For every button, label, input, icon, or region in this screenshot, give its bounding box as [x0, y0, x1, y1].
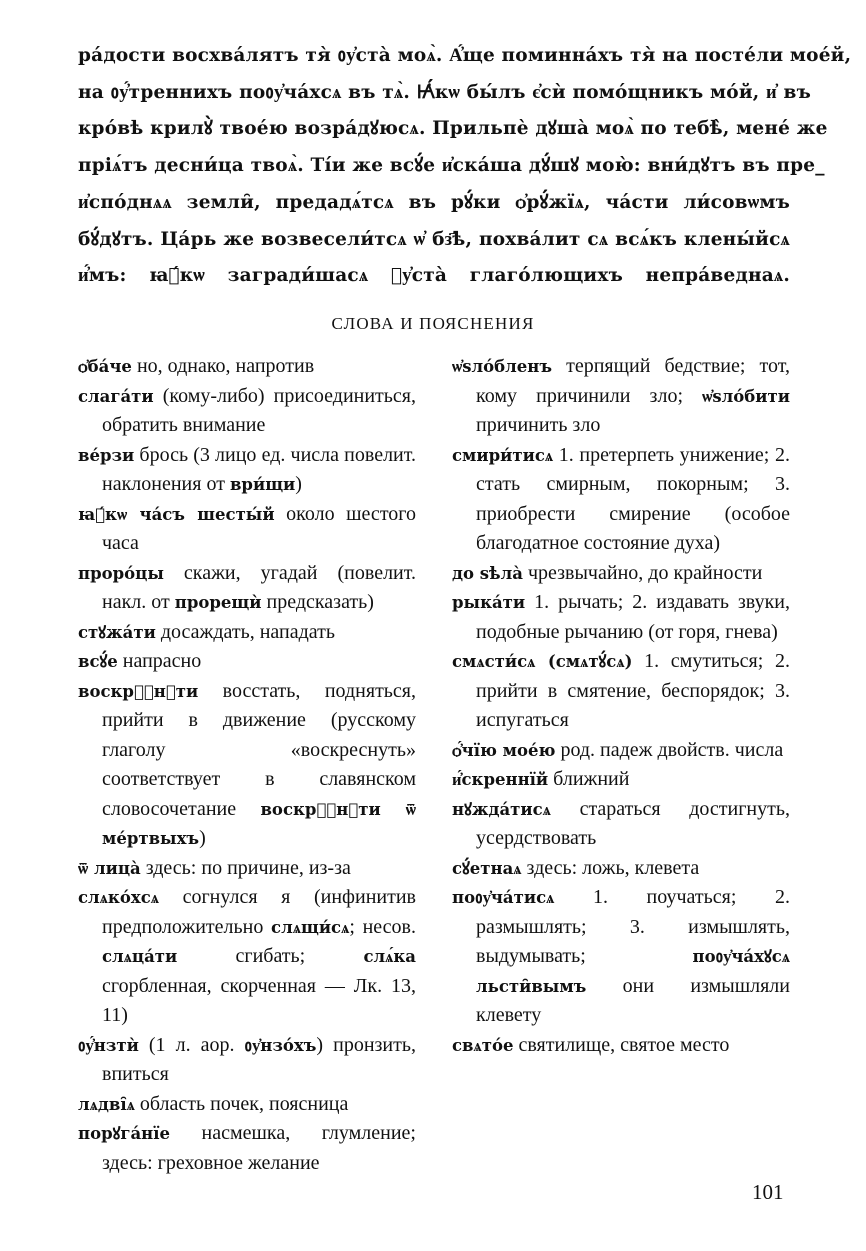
section-title: СЛОВА И ПОЯСНЕНИЯ: [331, 314, 535, 333]
glossary-entry: [78, 618, 416, 648]
slavonic-word: ври́щи: [229, 475, 296, 494]
slavonic-word: слѧ́ка: [363, 947, 416, 966]
glossary-headword: смѧсти́сѧ (смѧтꙋ́сѧ): [452, 652, 633, 671]
glossary-headword: ᲂу҆́нзтѝ: [78, 1035, 139, 1055]
glossary-entry: [78, 500, 416, 559]
slavonic-word: слѧца́ти: [102, 947, 178, 966]
slavonic-line: на ᲂу҆́треннихъ поᲂу҆ча́хсѧ въ тѧ̀. Ꙗ҆́кѡ бы́лъ є҆сѝ помо́щникъ мо́й, и҆ въ: [78, 81, 811, 103]
glossary-entry: [452, 765, 790, 795]
glossary-entry: [78, 883, 416, 1031]
glossary-headword: ѡ҆ѕло́бленъ: [452, 357, 553, 376]
definition-text: ближний: [548, 768, 630, 790]
slavonic-line: и҆́мъ: ꙗ҆́кѡ загради́шасѧ ᲂу҆ста̀ глаго́лющихъ непра́веднаѧ.: [78, 265, 790, 287]
definition-text: 1. рычать; 2. издавать звуки, подобные рычанию (от горя, гнева): [476, 591, 790, 643]
definition-text: здесь: ложь, клевета: [521, 856, 700, 879]
glossary-entry: [78, 352, 416, 382]
glossary-headword: ѻ҆́чїю мое́ю: [452, 740, 556, 760]
definition-text: ): [295, 473, 302, 495]
glossary-entry: [452, 883, 790, 1031]
glossary-entry: [452, 647, 790, 736]
definition-text: 1. поучаться; 2. размышлять; 3. измышлять, выдумывать;: [476, 886, 790, 967]
slavonic-line: и҆спо́днѧѧ земли̑, предадѧ́тсѧ въ рꙋ́ки ѻ҆рꙋ́жїѧ, ча́сти ли́совѡмъ: [78, 191, 790, 213]
slavonic-word: прорещѝ: [174, 593, 262, 612]
slavonic-word: ѡ҆ѕло́бити: [702, 386, 790, 406]
definition-text: 1. смутиться; 2. прийти в смятение, беспорядок; 3. испугаться: [476, 650, 790, 731]
glossary-entry: [452, 1031, 790, 1061]
definition-text: здесь: по причине, из-за: [140, 856, 351, 879]
definition-text: ; несов.: [349, 915, 416, 938]
definition-text: скажи, угадай (повелит. накл. от: [102, 561, 416, 613]
glossary-entry: [78, 382, 416, 441]
definition-text: область почек, поясница: [134, 1092, 349, 1115]
glossary-headword: ꙗ҆́кѡ ча́съ шесты́й: [78, 504, 275, 524]
slavonic-line: пріѧ́тъ десни́ца твоѧ̀. Ті́и же всꙋ́е и҆ска́ша дꙋ́шꙋ мою̀: вни́дꙋтъ въ пре_: [78, 155, 825, 177]
glossary-entry: [452, 795, 790, 854]
definition-text: причинить зло: [476, 414, 601, 436]
definition-text: насмешка, глумление; здесь: греховное желание: [102, 1122, 416, 1174]
glossary-entry: [452, 854, 790, 884]
glossary-headword: порꙋга́нїе: [78, 1124, 171, 1143]
glossary-column-left: [78, 352, 416, 1178]
slavonic-line: кро́вѣ крилꙋ̀ твое́ю возра́дꙋюсѧ. Прильпѐ дꙋша̀ моѧ̀ по тебѣ̀, мене́ же: [78, 118, 828, 140]
glossary-column-right: [452, 352, 790, 1060]
glossary-headword: лѧдві̑ѧ: [78, 1094, 135, 1114]
glossary-entry: [78, 1031, 416, 1090]
definition-text: сгорбленная, скорченная — Лк. 13, 11): [102, 974, 416, 1026]
slavonic-word: слѧщи́сѧ: [271, 917, 350, 937]
glossary-entry: [78, 1119, 416, 1178]
definition-text: досаждать, нападать: [155, 620, 336, 643]
definition-text: стараться достигнуть, усердствовать: [476, 797, 790, 849]
glossary-headword: свѧто́е: [452, 1035, 514, 1055]
glossary-headword: проро́цы: [78, 563, 164, 583]
definition-text: (1 л. аор.: [138, 1033, 245, 1056]
glossary-headword: сꙋ́етнаѧ: [452, 858, 522, 878]
definition-text: терпящий бедствие; тот, кому причинили зло;: [476, 355, 790, 407]
glossary-headword: до ѕѣла̀: [452, 563, 523, 583]
slavonic-word: воскрⷭ҇нꙋти ѿ ме́ртвыхъ: [102, 799, 416, 848]
definition-text: брось (3 лицо ед. числа повелит. наклонения от: [102, 443, 416, 495]
glossary-headword: ѻ҆ба́че: [78, 357, 132, 376]
glossary-headword: ве́рзи: [78, 445, 135, 465]
slavonic-word: ᲂу҆нзо́хъ: [244, 1035, 317, 1055]
glossary-entry: [78, 441, 416, 500]
glossary-entry: [452, 441, 790, 559]
glossary-headword: и҆́скреннїй: [452, 770, 549, 789]
glossary-headword: стꙋжа́ти: [78, 622, 156, 642]
glossary-entry: [452, 559, 790, 589]
glossary-entry: [78, 559, 416, 618]
glossary-headword: смири́тисѧ: [452, 445, 554, 465]
slavonic-line: бꙋ́дꙋтъ. Ца́рь же возвесели́тсѧ ѡ҆ бз҃ѣ, похва́лит сѧ всѧ́къ клены́йсѧ: [78, 228, 790, 250]
slavonic-word: поᲂу҆ча́хꙋсѧ льсти̑вымъ: [476, 947, 790, 996]
definition-text: ) пронзить, впиться: [102, 1033, 416, 1085]
definition-text: напрасно: [117, 650, 202, 672]
definition-text: восстать, подняться, прийти в движение (русскому глаголу «воскреснуть» соответствует в славянском словосочетание: [102, 679, 416, 820]
definition-text: согнулся я (инфинитив предположительно: [102, 886, 416, 938]
definition-text: (кому-либо) присоединиться, обратить внимание: [102, 384, 416, 436]
definition-text: святилище, святое место: [513, 1033, 730, 1056]
glossary-headword: поᲂу҆ча́тисѧ: [452, 888, 555, 907]
definition-text: предсказать): [261, 591, 374, 613]
glossary-headword: нꙋжда́тисѧ: [452, 799, 551, 819]
glossary-headword: слага́ти: [78, 386, 154, 406]
glossary-headword: ѿ лица̀: [78, 858, 141, 878]
glossary-headword: воскрⷭ҇нꙋти: [78, 681, 199, 701]
glossary-entry: [452, 736, 790, 766]
definition-text: но, однако, напротив: [131, 355, 315, 377]
definition-text: род. падеж двойств. числа: [555, 738, 784, 761]
page-number: 101: [752, 1180, 784, 1204]
glossary-headword: всꙋ́е: [78, 652, 118, 671]
slavonic-line: ра́дости восхва́лятъ тя̀ ᲂу҆ста̀ моѧ̀. А҆́ще поминна́хъ тя̀ на посте́ли мое́й,: [78, 45, 852, 66]
glossary-entry: [78, 647, 416, 677]
glossary-entry: [452, 588, 790, 647]
glossary-headword: слѧко́хсѧ: [78, 888, 159, 907]
glossary-headword: рыка́ти: [452, 593, 526, 612]
glossary-entry: [452, 352, 790, 441]
definition-text: около шестого часа: [102, 502, 416, 554]
definition-text: сгибать;: [177, 945, 364, 967]
definition-text: они измышляли клевету: [476, 974, 790, 1026]
definition-text: 1. претерпеть унижение; 2. стать смирным, покорным; 3. приобрести смирение (особое благодатное состояние духа): [476, 443, 790, 554]
definition-text: ): [199, 827, 206, 849]
glossary-entry: [78, 854, 416, 884]
glossary-entry: [78, 1090, 416, 1120]
glossary-entry: [78, 677, 416, 854]
definition-text: чрезвычайно, до крайности: [522, 561, 763, 584]
church-slavonic-text: [78, 38, 852, 295]
